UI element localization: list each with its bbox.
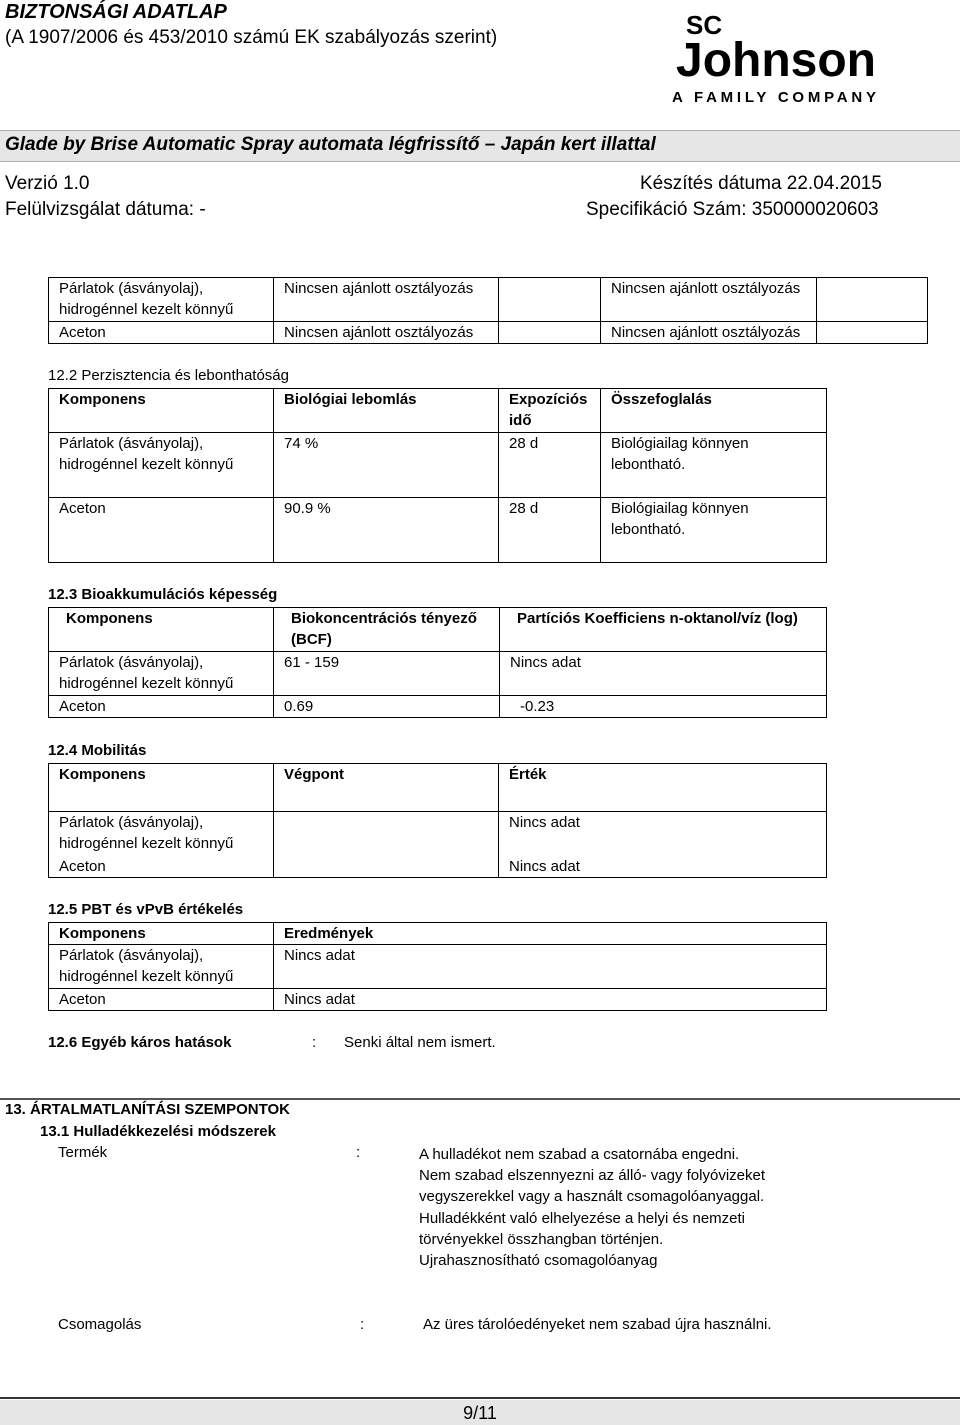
packaging-colon: : — [360, 1316, 365, 1333]
table-row — [49, 498, 827, 563]
header-exposure-time: Expozíciós idő — [499, 389, 601, 433]
header-component: Komponens — [49, 608, 274, 652]
header-bcf: Biokoncentrációs tényező (BCF) — [274, 608, 500, 652]
bcf-value: 61 - 159 — [274, 652, 500, 696]
bioaccumulation-table — [48, 607, 827, 718]
text-line: Nem szabad elszennyezni az álló- vagy folyóvizeket — [419, 1167, 766, 1185]
empty-cell — [499, 278, 601, 322]
table-row — [49, 696, 827, 718]
persistence-table — [48, 388, 827, 563]
pbt-result: Nincs adat — [274, 989, 827, 1011]
header-component: Komponens — [49, 923, 274, 945]
summary-value: Biológiailag könnyen lebontható. — [601, 498, 827, 563]
page-number: 9/11 — [463, 1403, 497, 1423]
packaging-value: Az üres tárolóedényeket nem szabad újra használni. — [423, 1316, 772, 1333]
text-line: Hulladékként való elhelyezése a helyi és nemzeti — [419, 1209, 746, 1227]
text-line: A hulladékot nem szabad a csatornába engedni. — [419, 1146, 740, 1163]
component-name: Aceton — [49, 498, 274, 563]
table-row — [49, 322, 928, 344]
product-label: Termék — [58, 1144, 108, 1161]
table-header-row — [49, 608, 827, 652]
prepared-date: Készítés dátuma 22.04.2015 — [640, 173, 882, 194]
table-header-row — [49, 764, 827, 812]
summary-value: Biológiailag könnyen lebontható. — [601, 433, 827, 498]
text-line: Ujrahasznosítható csomagolóanyag — [419, 1252, 658, 1270]
component-name: Párlatok (ásványolaj), hidrogénnel kezelt könnyű — [49, 652, 274, 696]
document-title: BIZTONSÁGI ADATLAP — [5, 1, 227, 23]
table-row — [49, 278, 928, 322]
table-header-row — [49, 389, 827, 433]
section-12-5-title: 12.5 PBT és vPvB értékelés — [48, 901, 244, 918]
packaging-label: Csomagolás — [58, 1316, 142, 1333]
header-partition-coefficient: Partíciós Koefficiens n-oktanol/víz (log) — [500, 608, 827, 652]
section-12-2-title: 12.2 Perzisztencia és lebonthatóság — [48, 367, 289, 384]
section-12-6-value: Senki által nem ismert. — [344, 1034, 496, 1051]
biodegradation-value: 74 % — [274, 433, 499, 498]
component-name: Aceton — [49, 322, 274, 344]
empty-cell — [817, 278, 928, 322]
header-component: Komponens — [49, 764, 274, 812]
version-label: Verzió 1.0 — [5, 173, 90, 194]
table-row — [49, 652, 827, 696]
section-12-4-title: 12.4 Mobilitás — [48, 742, 147, 759]
section-divider — [0, 1098, 960, 1100]
text-line: vegyszerekkel vagy a használt csomagolóanyaggal. — [419, 1188, 765, 1206]
component-name: Párlatok (ásványolaj), hidrogénnel kezelt könnyű — [49, 812, 274, 856]
classification-cell: Nincsen ajánlott osztályozás — [601, 278, 817, 322]
classification-cell: Nincsen ajánlott osztályozás — [274, 322, 499, 344]
sc-johnson-logo — [668, 8, 883, 108]
toxicity-table — [48, 277, 928, 344]
text-line: törvényekkel összhangban történjen. — [419, 1230, 664, 1248]
classification-cell: Nincsen ajánlott osztályozás — [601, 322, 817, 344]
biodegradation-value: 90.9 % — [274, 498, 499, 563]
header-biodegradation: Biológiai lebomlás — [274, 389, 499, 433]
header-results: Eredmények — [274, 923, 827, 945]
header-summary: Összefoglalás — [601, 389, 827, 433]
revision-date: Felülvizsgálat dátuma: - — [5, 199, 206, 220]
mobility-value: Nincs adat — [499, 856, 827, 878]
endpoint-value — [274, 856, 499, 878]
header-component: Komponens — [49, 389, 274, 433]
endpoint-value — [274, 812, 499, 856]
component-name: Párlatok (ásványolaj), hidrogénnel kezelt könnyű — [49, 945, 274, 989]
document-subtitle: (A 1907/2006 és 453/2010 számú EK szabályozás szerint) — [5, 27, 498, 48]
component-name: Aceton — [49, 856, 274, 878]
product-colon: : — [356, 1144, 361, 1161]
section-12-6-title: 12.6 Egyéb káros hatások — [48, 1034, 232, 1051]
section-13-1-title: 13.1 Hulladékkezelési módszerek — [40, 1123, 276, 1140]
table-row — [49, 433, 827, 498]
empty-cell — [817, 322, 928, 344]
table-header-row — [49, 923, 827, 945]
section-13-title: 13. ÁRTALMATLANÍTÁSI SZEMPONTOK — [5, 1101, 290, 1118]
bcf-value: 0.69 — [274, 696, 500, 718]
section-12-6-colon: : — [312, 1034, 317, 1051]
exposure-time-value: 28 d — [499, 433, 601, 498]
exposure-time-value: 28 d — [499, 498, 601, 563]
classification-cell: Nincsen ajánlott osztályozás — [274, 278, 499, 322]
component-name: Aceton — [49, 696, 274, 718]
pbt-table — [48, 922, 827, 1011]
partition-value: -0.23 — [500, 696, 827, 718]
specification-number: Specifikáció Szám: 350000020603 — [586, 199, 879, 220]
logo-sc-text: SC — [686, 10, 723, 40]
header-value: Érték — [499, 764, 827, 812]
mobility-value: Nincs adat — [499, 812, 827, 856]
component-name: Párlatok (ásványolaj), hidrogénnel kezelt könnyű — [49, 433, 274, 498]
table-row — [49, 989, 827, 1011]
product-name-band — [0, 130, 960, 162]
section-12-3-title: 12.3 Bioakkumulációs képesség — [48, 586, 278, 603]
component-name: Párlatok (ásványolaj), hidrogénnel kezelt könnyű — [49, 278, 274, 322]
partition-value: Nincs adat — [500, 652, 827, 696]
mobility-table — [48, 763, 827, 878]
logo-tagline-text: A FAMILY COMPANY — [672, 89, 876, 106]
pbt-result: Nincs adat — [274, 945, 827, 989]
empty-cell — [499, 322, 601, 344]
component-name: Aceton — [49, 989, 274, 1011]
table-row — [49, 945, 827, 989]
table-row — [49, 856, 827, 878]
table-row — [49, 812, 827, 856]
product-disposal-text — [419, 1144, 839, 1271]
footer-divider — [0, 1397, 960, 1399]
logo-name-text: Johnson — [676, 34, 876, 87]
header-endpoint: Végpont — [274, 764, 499, 812]
product-name: Glade by Brise Automatic Spray automata légfrissítő – Japán kert illattal — [5, 134, 656, 155]
